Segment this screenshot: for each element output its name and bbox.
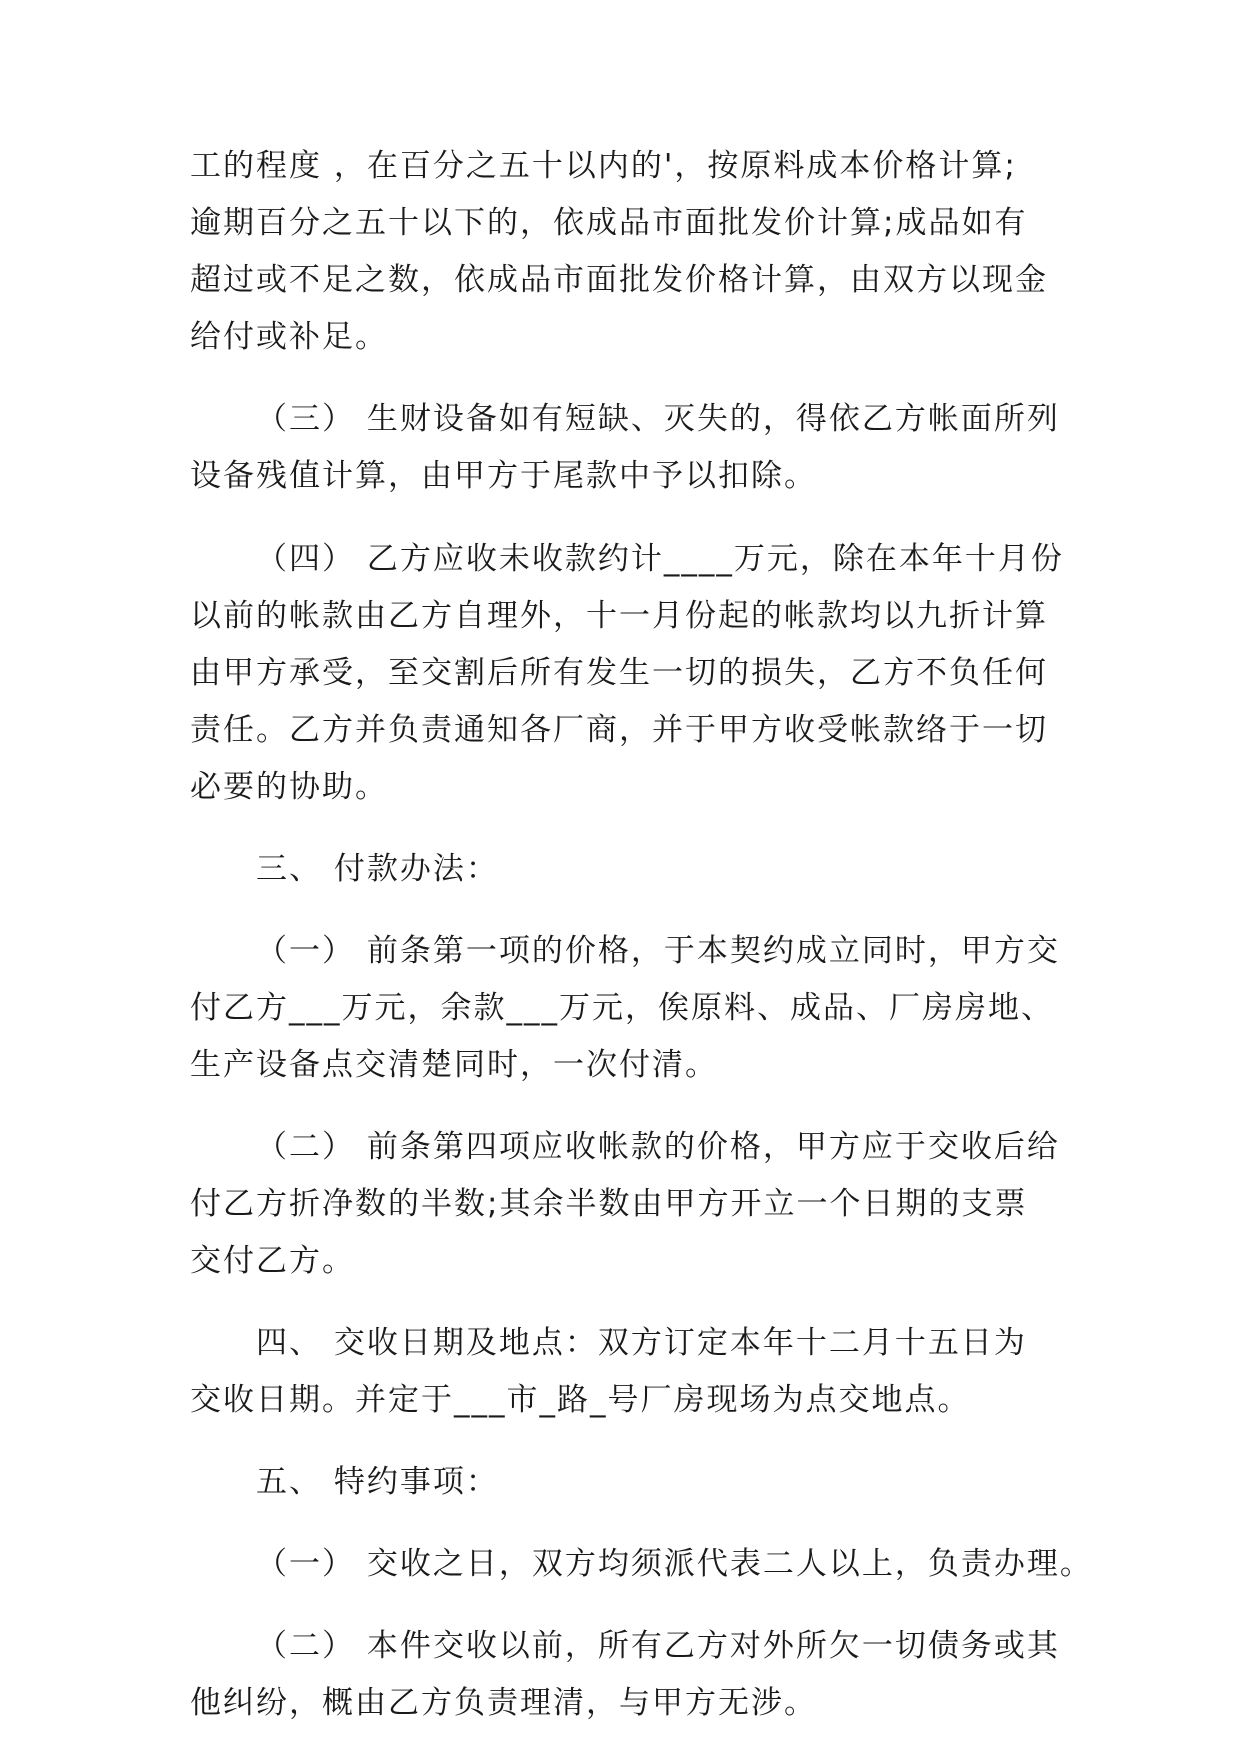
text-line: 他纠纷，概由乙方负责理清，与甲方无涉。 — [190, 1685, 817, 1721]
text-line: （二） 本件交收以前，所有乙方对外所欠一切债务或其 — [256, 1628, 1060, 1664]
text-line: 逾期百分之五十以下的，依成品市面批发价计算;成品如有 — [190, 205, 1028, 241]
text-line: 付乙方折净数的半数;其余半数由甲方开立一个日期的支票 — [190, 1186, 1028, 1222]
text-line: 交付乙方。 — [190, 1243, 355, 1279]
section-heading: 三、 付款办法： — [256, 851, 499, 887]
text-line: （一） 交收之日，双方均须派代表二人以上，负责办理。 — [256, 1546, 1093, 1582]
text-line: （一） 前条第一项的价格，于本契约成立同时，甲方交 — [256, 933, 1060, 969]
text-line: 给付或补足。 — [190, 319, 388, 355]
text-line: 付乙方___万元，余款___万元，俟原料、成品、厂房房地、 — [190, 990, 1054, 1026]
section-heading: 五、 特约事项： — [256, 1464, 499, 1500]
text-line: 必要的协助。 — [190, 769, 388, 805]
section-heading: 四、 交收日期及地点：双方订定本年十二月十五日为 — [256, 1325, 1027, 1361]
text-line: （二） 前条第四项应收帐款的价格，甲方应于交收后给 — [256, 1129, 1060, 1165]
text-line: 生产设备点交清楚同时，一次付清。 — [190, 1047, 718, 1083]
text-line: 工的程度 ，在百分之五十以内的'，按原料成本价格计算; — [190, 148, 1017, 184]
text-line: 设备残值计算，由甲方于尾款中予以扣除。 — [190, 458, 817, 494]
text-line: （四） 乙方应收未收款约计____万元，除在本年十月份 — [256, 541, 1064, 577]
text-line: 超过或不足之数，依成品市面批发价格计算，由双方以现金 — [190, 262, 1048, 298]
text-line: 以前的帐款由乙方自理外，十一月份起的帐款均以九折计算 — [190, 598, 1048, 634]
text-line: 交收日期。并定于___市_路_号厂房现场为点交地点。 — [190, 1382, 971, 1418]
text-line: （三） 生财设备如有短缺、灭失的，得依乙方帐面所列 — [256, 401, 1060, 437]
text-line: 由甲方承受，至交割后所有发生一切的损失，乙方不负任何 — [190, 655, 1048, 691]
text-line: 责任。乙方并负责通知各厂商，并于甲方收受帐款络于一切 — [190, 712, 1048, 748]
